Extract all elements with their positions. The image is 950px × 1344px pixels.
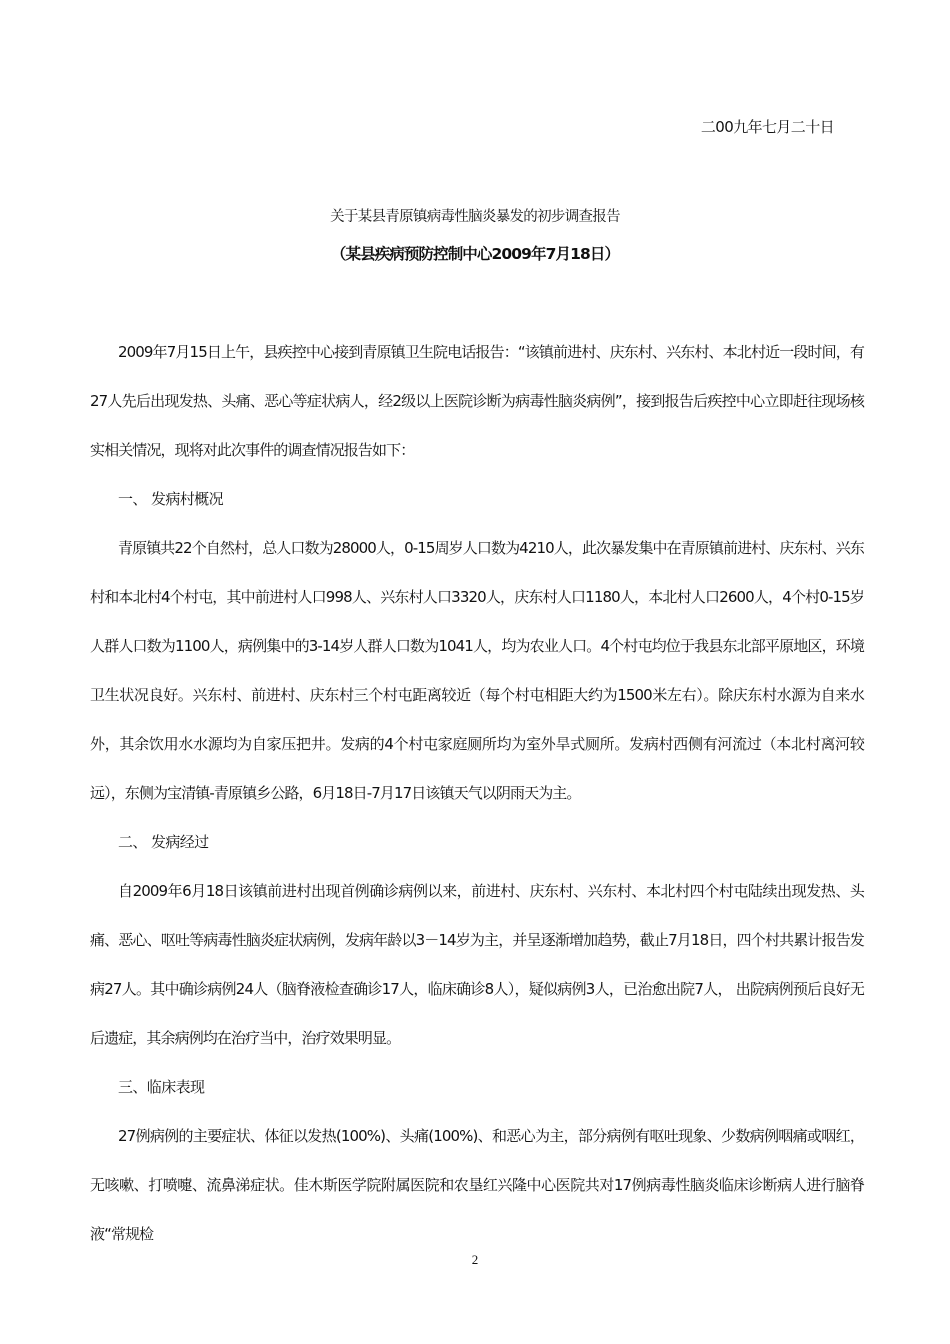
section-heading-clinical: 三、临床表现 <box>118 1078 205 1096</box>
page-number: 2 <box>471 1252 479 1267</box>
section-heading-overview: 一、 发病村概况 <box>118 490 223 508</box>
overview-paragraph: 青原镇共22个自然村，总人口数为28000人，0-15周岁人口数为4210人，此次暴发集中在青原镇前进村、庆东村、兴东村和本北村4个村屯，其中前进村人口998人、兴东村人口3320人，庆东村人口1180人，本北村人口2600人，4个村0-15岁人群人口数为1100人，病例集中的3-14岁人群人口数为1041人，均为农业人口。4个村屯均位于我县东北部平原地区，环境卫生状况良好。兴东村、前进村、庆东村三个村屯距离较近（每个村屯相距大约为1500米左右）。除庆东村水源为自来水外，其余饮用水水源均为自家压把井。发病的4个村屯家庭厕所均为室外旱式厕所。发病村西侧有河流过（本北村离河较远），东侧为宝清镇-青原镇乡公路，6月18日-7月17日该镇天气以阴雨天为主。 <box>90 539 864 802</box>
report-body <box>90 328 864 1259</box>
intro-paragraph: 2009年7月15日上午，县疾控中心接到青原镇卫生院电话报告：“该镇前进村、庆东村、兴东村、本北村近一段时间，有27人先后出现发热、头痛、恶心等症状病人，经2级以上医院诊断为病毒性脑炎病例”，接到报告后疾控中心立即赶往现场核实相关情况，现将对此次事件的调查情况报告如下： <box>90 343 864 459</box>
section-heading-course: 二、 发病经过 <box>118 833 209 851</box>
course-paragraph: 自2009年6月18日该镇前进村出现首例确诊病例以来，前进村、庆东村、兴东村、本北村四个村屯陆续出现发热、头痛、恶心、呕吐等病毒性脑炎症状病例，发病年龄以3－14岁为主，并呈逐渐增加趋势，截止7月18日，四个村共累计报告发病27人。其中确诊病例24人（脑脊液检查确诊17人，临床确诊8人），疑似病例3人，已治愈出院7人， 出院病例预后良好无后遗症，其余病例均在治疗当中，治疗效果明显。 <box>90 882 864 1047</box>
report-subtitle: （某县疾病预防控制中心2009年7月18日） <box>330 245 620 263</box>
clinical-paragraph: 27例病例的主要症状、体征以发热(100%)、头痛(100%)、和恶心为主，部分病例有呕吐现象、少数病例咽痛或咽红，无咳嗽、打喷嚏、流鼻涕症状。佳木斯医学院附属医院和农垦红兴隆中心医院共对17例病毒性脑炎临床诊断病人进行脑脊液“常规检 <box>90 1127 864 1243</box>
report-date: 二00九年七月二十日 <box>700 118 834 136</box>
report-title: 关于某县青原镇病毒性脑炎暴发的初步调查报告 <box>330 209 620 225</box>
